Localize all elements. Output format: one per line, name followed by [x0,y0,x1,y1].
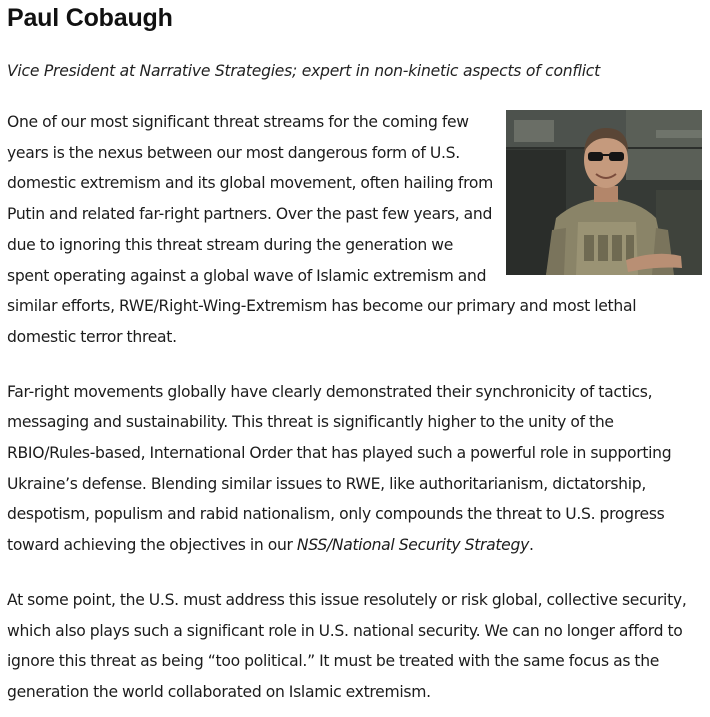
article [7,0,702,708]
paragraph-1-block [7,107,702,353]
paragraph-3: At some point, the U.S. must address this issue resolutely or risk global, collective security, which also plays such a significant role in U.S. national security. We can no longer afford to ignore this threat as being “too political.” It must be treated with the same focus as the generation the world collaborated on Islamic extremism. [7,590,687,701]
paragraph-2 [7,377,702,561]
nss-emphasis: NSS/National Security Strategy [296,536,530,555]
paragraph-2-end: . [529,536,534,555]
paragraph-2-text: Far-right movements globally have clearly demonstrated their synchronicity of tactics, messaging and sustainability. This threat is significantly higher to the unity of the RBIO/Rules-based, International Order that has played such a powerful role in supporting Ukraine’s defense. Blending similar issues to RWE, like authoritarianism, dictatorship, despotism, populism and rabid nationalism, only compounds the threat to U.S. progress toward achieving the objectives in our [7,382,672,555]
author-title: Vice President at Narrative Strategies; expert in non-kinetic aspects of conflict [7,62,600,80]
author-photo [506,110,702,275]
paragraph-1: One of our most significant threat streams for the coming few years is the nexus between our most dangerous form of U.S. domestic extremism and its global movement, often hailing from Putin and related far-right partners. Over the past few years, and due to ignoring this threat stream during the generation we spent operating against a global wave of Islamic extremism and similar efforts, RWE/Right-Wing-Extremism has become our primary and most lethal domestic terror threat. [7,113,637,346]
author-name: Paul Cobaugh [7,4,173,32]
